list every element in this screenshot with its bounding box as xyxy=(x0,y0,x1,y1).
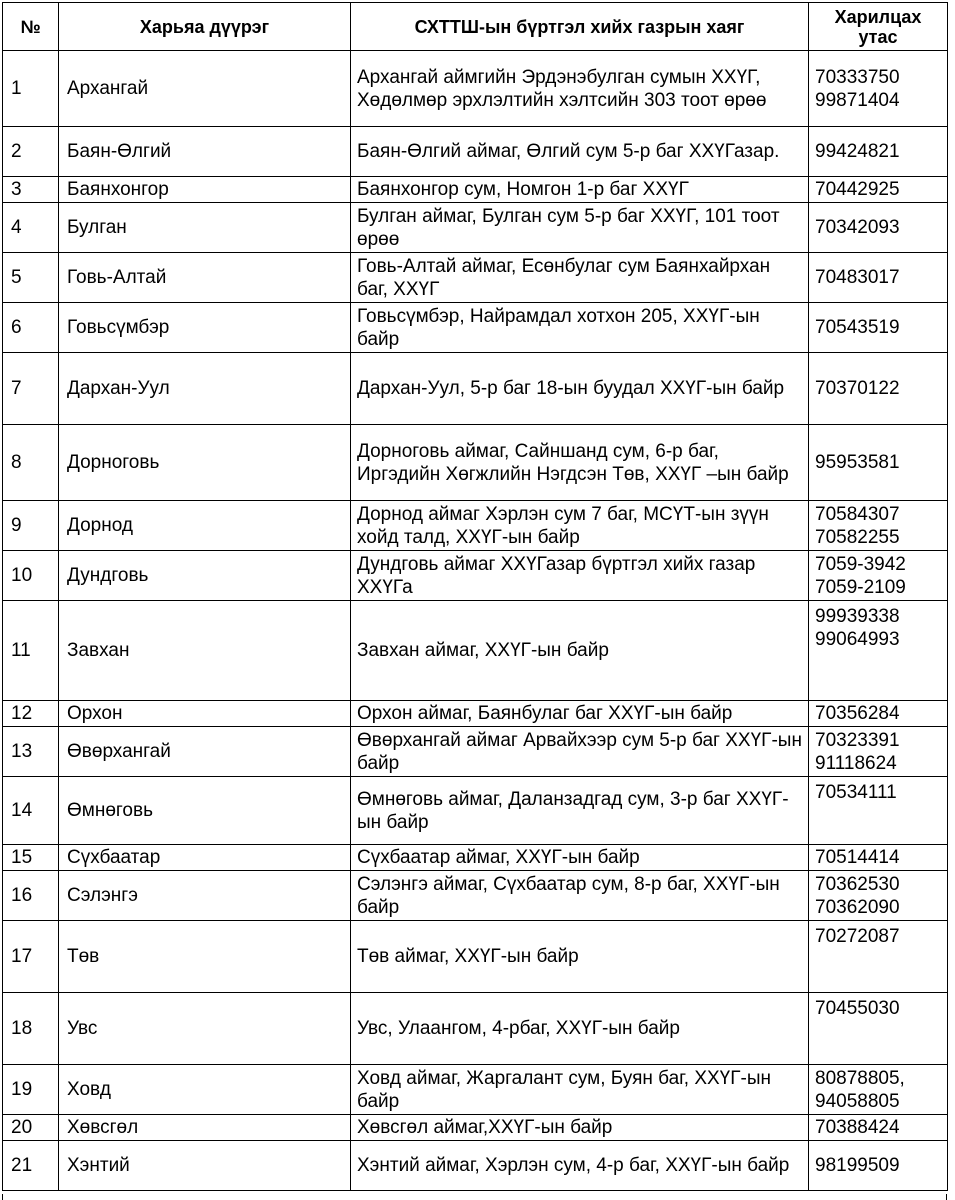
table-row xyxy=(3,303,948,353)
phone-cell xyxy=(809,727,948,777)
phone-number: 70582255 xyxy=(815,526,900,548)
row-number: 15 xyxy=(3,845,59,871)
district-name: Баянхонгор xyxy=(59,177,351,203)
office-address: Говь-Алтай аймаг, Есөнбулаг сум Баянхайрхан баг, ХХҮГ xyxy=(351,253,809,303)
phone-number: 95953581 xyxy=(815,452,900,473)
phone-number: 94058805 xyxy=(815,1090,900,1112)
phone-number: 7059-3942 xyxy=(815,553,906,575)
phone-number: 70483017 xyxy=(815,267,900,288)
office-address: Хөвсгөл аймаг,ХХҮГ-ын байр xyxy=(351,1115,809,1141)
district-name: Архангай xyxy=(59,51,351,127)
phone-cell xyxy=(809,127,948,177)
table-row xyxy=(3,425,948,501)
phone-number: 70534111 xyxy=(815,782,897,803)
phone-number: 99064993 xyxy=(815,629,900,650)
district-name: Өмнөговь xyxy=(59,777,351,845)
table-body xyxy=(3,51,948,1191)
office-address: Дархан-Уул, 5-р баг 18-ын буудал ХХҮГ-ын байр xyxy=(351,353,809,425)
row-number: 17 xyxy=(3,921,59,993)
table-row xyxy=(3,127,948,177)
phone-number: 70514414 xyxy=(815,847,900,868)
office-address: Баянхонгор сум, Номгон 1-р баг ХХҮГ xyxy=(351,177,809,203)
office-address: Сэлэнгэ аймаг, Сүхбаатар сум, 8-р баг, ХХҮГ-ын байр xyxy=(351,871,809,921)
table-row xyxy=(3,353,948,425)
table-row xyxy=(3,51,948,127)
header-district: Харьяа дүүрэг xyxy=(59,3,351,51)
district-name: Өвөрхангай xyxy=(59,727,351,777)
phone-cell xyxy=(809,253,948,303)
office-address: Орхон аймаг, Баянбулаг баг ХХҮГ-ын байр xyxy=(351,701,809,727)
phone-cell xyxy=(809,501,948,551)
phone-cell xyxy=(809,601,948,701)
row-number: 3 xyxy=(3,177,59,203)
phone-cell xyxy=(809,777,948,845)
phone-cell xyxy=(809,51,948,127)
office-address: Завхан аймаг, ХХҮГ-ын байр xyxy=(351,601,809,701)
row-number: 19 xyxy=(3,1065,59,1115)
phone-number: 99939338 xyxy=(815,606,900,627)
phone-cell xyxy=(809,353,948,425)
office-address: Төв аймаг, ХХҮГ-ын байр xyxy=(351,921,809,993)
office-address: Дорноговь аймаг, Сайншанд сум, 6-р баг, Иргэдийн Хөгжлийн Нэгдсэн Төв, ХХҮГ –ын байр xyxy=(351,425,809,501)
office-address: Баян-Өлгий аймаг, Өлгий сум 5-р баг ХХҮГазар. xyxy=(351,127,809,177)
table-row xyxy=(3,203,948,253)
row-number: 20 xyxy=(3,1115,59,1141)
phone-cell xyxy=(809,203,948,253)
phone-number: 70362530 xyxy=(815,873,900,895)
office-address: Дундговь аймаг ХХҮГазар бүртгэл хийх газар ХХҮГа xyxy=(351,551,809,601)
office-address: Ховд аймаг, Жаргалант сум, Буян баг, ХХҮГ-ын байр xyxy=(351,1065,809,1115)
row-number: 6 xyxy=(3,303,59,353)
row-number: 18 xyxy=(3,993,59,1065)
phone-cell xyxy=(809,1065,948,1115)
row-number: 7 xyxy=(3,353,59,425)
district-name: Баян-Өлгий xyxy=(59,127,351,177)
office-address: Увс, Улаангом, 4-рбаг, ХХҮГ-ын байр xyxy=(351,993,809,1065)
table-row xyxy=(3,601,948,701)
phone-cell xyxy=(809,1115,948,1141)
table-header-row xyxy=(3,3,948,51)
district-name: Төв xyxy=(59,921,351,993)
table-row xyxy=(3,1065,948,1115)
phone-cell xyxy=(809,303,948,353)
phone-number: 70388424 xyxy=(815,1117,900,1138)
phone-number: 70362090 xyxy=(815,896,900,918)
row-number: 16 xyxy=(3,871,59,921)
phone-number: 70584307 xyxy=(815,503,900,525)
office-address: Дорнод аймаг Хэрлэн сум 7 баг, МСҮТ-ын зүүн хойд талд, ХХҮГ-ын байр xyxy=(351,501,809,551)
phone-cell xyxy=(809,845,948,871)
table-row xyxy=(3,253,948,303)
office-address: Өмнөговь аймаг, Даланзадгад сум, 3-р баг ХХҮГ-ын байр xyxy=(351,777,809,845)
phone-number: 80878805, xyxy=(815,1067,905,1089)
phone-number: 70370122 xyxy=(815,378,900,399)
office-address: Говьсүмбэр, Найрамдал хотхон 205, ХХҮГ-ын байр xyxy=(351,303,809,353)
district-name: Говьсүмбэр xyxy=(59,303,351,353)
phone-number: 99424821 xyxy=(815,141,900,162)
table-row xyxy=(3,845,948,871)
table-row xyxy=(3,501,948,551)
phone-number: 70356284 xyxy=(815,703,900,724)
phone-number: 99871404 xyxy=(815,89,900,111)
district-name: Увс xyxy=(59,993,351,1065)
table-row xyxy=(3,551,948,601)
district-name: Дорнод xyxy=(59,501,351,551)
district-name: Сүхбаатар xyxy=(59,845,351,871)
phone-number: 70323391 xyxy=(815,729,900,751)
phone-cell xyxy=(809,425,948,501)
district-name: Хөвсгөл xyxy=(59,1115,351,1141)
table-row xyxy=(3,727,948,777)
district-name: Завхан xyxy=(59,601,351,701)
row-number: 9 xyxy=(3,501,59,551)
phone-cell xyxy=(809,551,948,601)
row-number: 2 xyxy=(3,127,59,177)
phone-cell xyxy=(809,1141,948,1191)
header-phone: Харилцах утас xyxy=(809,3,948,51)
row-number: 14 xyxy=(3,777,59,845)
phone-number: 98199509 xyxy=(815,1155,900,1176)
district-name: Сэлэнгэ xyxy=(59,871,351,921)
phone-cell xyxy=(809,871,948,921)
phone-cell xyxy=(809,993,948,1065)
table-row xyxy=(3,921,948,993)
phone-cell xyxy=(809,177,948,203)
table-row xyxy=(3,1141,948,1191)
district-name: Дархан-Уул xyxy=(59,353,351,425)
phone-number: 70543519 xyxy=(815,317,900,338)
district-name: Дундговь xyxy=(59,551,351,601)
district-name: Орхон xyxy=(59,701,351,727)
phone-number: 91118624 xyxy=(815,752,897,774)
table-continuation xyxy=(2,1194,947,1200)
row-number: 8 xyxy=(3,425,59,501)
table-row xyxy=(3,1115,948,1141)
row-number: 5 xyxy=(3,253,59,303)
row-number: 13 xyxy=(3,727,59,777)
registration-offices-table xyxy=(2,2,948,1191)
table-row xyxy=(3,871,948,921)
table-row xyxy=(3,777,948,845)
office-address: Сүхбаатар аймаг, ХХҮГ-ын байр xyxy=(351,845,809,871)
office-address: Архангай аймгийн Эрдэнэбулган сумын ХХҮГ, Хөдөлмөр эрхлэлтийн хэлтсийн 303 тоот өрөө xyxy=(351,51,809,127)
phone-number: 70342093 xyxy=(815,217,900,238)
row-number: 12 xyxy=(3,701,59,727)
office-address: Булган аймаг, Булган сум 5-р баг ХХҮГ, 101 тоот өрөө xyxy=(351,203,809,253)
district-name: Дорноговь xyxy=(59,425,351,501)
office-address: Хэнтий аймаг, Хэрлэн сум, 4-р баг, ХХҮГ-ын байр xyxy=(351,1141,809,1191)
header-address: СХТТШ-ын бүртгэл хийх газрын хаяг xyxy=(351,3,809,51)
table-row xyxy=(3,177,948,203)
office-address: Өвөрхангай аймаг Арвайхээр сум 5-р баг ХХҮГ-ын байр xyxy=(351,727,809,777)
phone-number: 70442925 xyxy=(815,179,900,200)
district-name: Хэнтий xyxy=(59,1141,351,1191)
phone-cell xyxy=(809,921,948,993)
table-row xyxy=(3,701,948,727)
row-number: 1 xyxy=(3,51,59,127)
district-name: Говь-Алтай xyxy=(59,253,351,303)
district-name: Ховд xyxy=(59,1065,351,1115)
phone-number: 70272087 xyxy=(815,926,900,947)
header-num: № xyxy=(3,3,59,51)
phone-number: 70333750 xyxy=(815,66,900,88)
row-number: 10 xyxy=(3,551,59,601)
row-number: 4 xyxy=(3,203,59,253)
row-number: 11 xyxy=(3,601,59,701)
row-number: 21 xyxy=(3,1141,59,1191)
phone-cell xyxy=(809,701,948,727)
phone-number: 70455030 xyxy=(815,998,900,1019)
district-name: Булган xyxy=(59,203,351,253)
phone-number: 7059-2109 xyxy=(815,576,906,598)
table-row xyxy=(3,993,948,1065)
